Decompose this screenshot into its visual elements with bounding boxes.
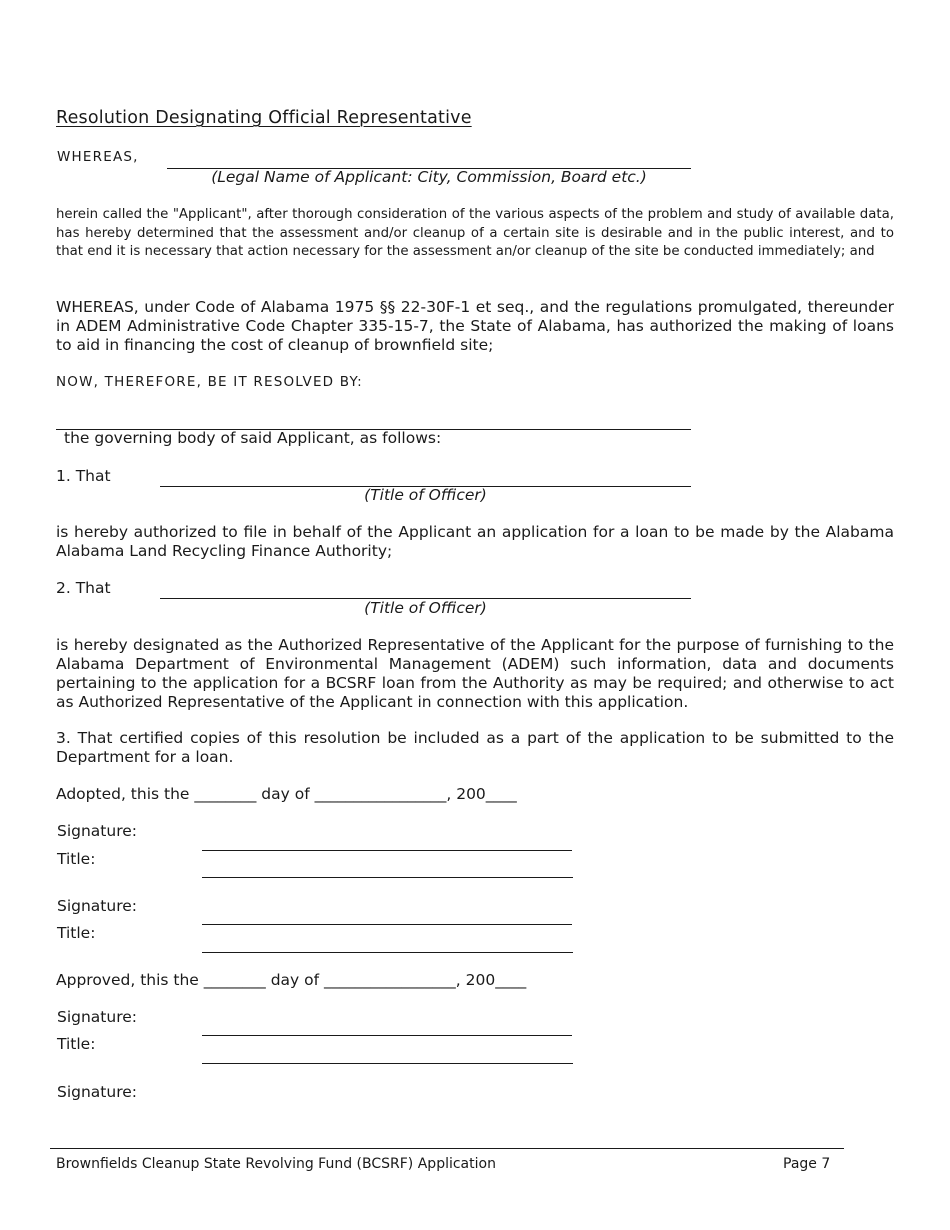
item1-label: 1. That (56, 467, 111, 485)
approved-line: Approved, this the ________ day of _________________, 200____ (56, 971, 527, 989)
signature-field[interactable] (202, 850, 572, 851)
page-number: Page 7 (783, 1156, 831, 1172)
item2-label: 2. That (56, 579, 111, 597)
title-label: Title: (57, 924, 96, 942)
paragraph-whereas-code: WHEREAS, under Code of Alabama 1975 §§ 22-30F-1 et seq., and the regulations promulgated, thereunder in ADEM Administrative Code Chapter 335-15-7, the State of Alabama, has authorized the making of loans to aid in financing the cost of cleanup of brownfield site; (56, 298, 894, 354)
signature-label: Signature: (57, 822, 137, 840)
governing-body-text: the governing body of said Applicant, as follows: (64, 429, 442, 447)
title-label: Title: (57, 1035, 96, 1053)
item1-text: is hereby authorized to file in behalf of the Applicant an application for a loan to be made by the Alabama Alabama Land Recycling Finance Authority; (56, 523, 894, 560)
signature-label: Signature: (57, 1083, 137, 1101)
footer-title: Brownfields Cleanup State Revolving Fund (BCSRF) Application (56, 1156, 496, 1172)
footer-divider (50, 1148, 844, 1149)
resolved-heading: NOW, THEREFORE, BE IT RESOLVED BY: (56, 374, 363, 390)
signature-label: Signature: (57, 1008, 137, 1026)
signature-field[interactable] (202, 924, 572, 925)
legal-name-caption: (Legal Name of Applicant: City, Commission, Board etc.) (211, 168, 647, 186)
title-field[interactable] (202, 877, 573, 878)
page-title: Resolution Designating Official Representative (56, 108, 472, 128)
title-label: Title: (57, 850, 96, 868)
paragraph-applicant: herein called the "Applicant", after thorough consideration of the various aspects of the problem and study of available data, has hereby determined that the assessment and/or cleanup of a certain site is desirable and in the public interest, and to that end it is necessary that action necessary for the assessment an/or cleanup of the site be conducted immediately; and (56, 207, 894, 260)
item2-text: is hereby designated as the Authorized Representative of the Applicant for the purpose of furnishing to the Alabama Department of Environmental Management (ADEM) such information, data and documents pertaining to the application for a BCSRF loan from the Authority as may be required; and otherwise to act as Authorized Representative of the Applicant in connection with this application. (56, 636, 894, 711)
signature-field[interactable] (202, 1035, 572, 1036)
signature-label: Signature: (57, 897, 137, 915)
item2-caption: (Title of Officer) (364, 599, 487, 617)
whereas-label: WHEREAS, (57, 149, 139, 165)
title-field[interactable] (202, 952, 573, 953)
item1-caption: (Title of Officer) (364, 486, 487, 504)
item3-text: 3. That certified copies of this resolution be included as a part of the application to be submitted to the Department for a loan. (56, 729, 894, 766)
title-field[interactable] (202, 1063, 573, 1064)
adopted-line: Adopted, this the ________ day of _________________, 200____ (56, 785, 517, 803)
